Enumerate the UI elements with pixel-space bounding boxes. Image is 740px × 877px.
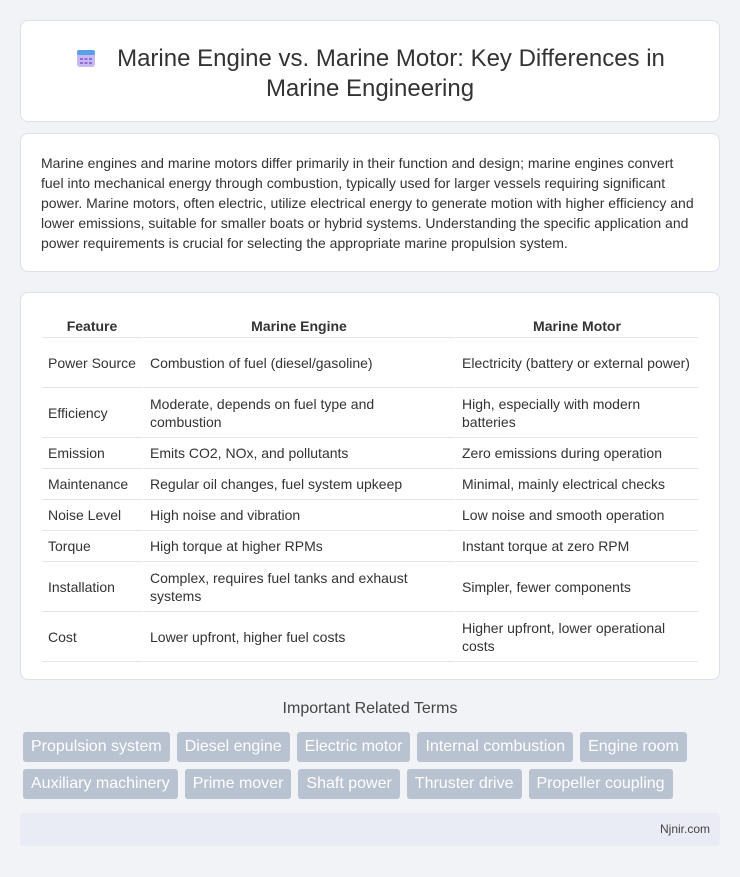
- table-row: [42, 469, 698, 500]
- related-terms-list: [23, 732, 723, 799]
- summary-text: Marine engines and marine motors differ primarily in their function and design; marine engines convert fuel into mechanical energy through combustion, typically used for larger vessels requiring significant power. Marine motors, often electric, utilize electrical energy to generate motion with higher efficiency and lower emissions, suitable for smaller boats or hybrid systems. Understanding the specific application and power requirements is crucial for selecting the appropriate marine propulsion system.: [41, 155, 694, 251]
- page-title: [61, 44, 679, 104]
- engine-cell: Moderate, depends on fuel type and combustion: [142, 388, 454, 438]
- feature-cell: Emission: [42, 438, 142, 469]
- engine-cell: Emits CO2, NOx, and pollutants: [142, 438, 454, 469]
- table-row: [42, 388, 698, 438]
- related-term-tag[interactable]: Thruster drive: [407, 769, 522, 799]
- calendar-icon: [75, 47, 97, 69]
- comparison-table: [42, 314, 698, 662]
- related-terms-title: Important Related Terms: [282, 700, 458, 717]
- header-feature: Feature: [42, 314, 142, 338]
- comparison-table-card: [20, 292, 720, 680]
- related-term-tag[interactable]: Shaft power: [298, 769, 399, 799]
- engine-cell: High torque at higher RPMs: [142, 531, 454, 562]
- feature-cell: Torque: [42, 531, 142, 562]
- related-term-tag[interactable]: Prime mover: [185, 769, 292, 799]
- engine-cell: Regular oil changes, fuel system upkeep: [142, 469, 454, 500]
- table-row: [42, 338, 698, 388]
- motor-cell: Zero emissions during operation: [454, 438, 698, 469]
- feature-cell: Power Source: [42, 338, 142, 388]
- motor-cell: Instant torque at zero RPM: [454, 531, 698, 562]
- engine-cell: Lower upfront, higher fuel costs: [142, 612, 454, 662]
- header-marine-engine: Marine Engine: [142, 314, 454, 338]
- motor-cell: Higher upfront, lower operational costs: [454, 612, 698, 662]
- related-term-tag[interactable]: Propulsion system: [23, 732, 170, 762]
- motor-cell: Electricity (battery or external power): [454, 338, 698, 388]
- table-row: [42, 562, 698, 612]
- feature-cell: Noise Level: [42, 500, 142, 531]
- footer-site-link[interactable]: Njnir.com: [659, 822, 710, 836]
- related-term-tag[interactable]: Engine room: [580, 732, 687, 762]
- table-row: [42, 500, 698, 531]
- summary-card: [20, 133, 720, 272]
- page-title-text: Marine Engine vs. Marine Motor: Key Differences in Marine Engineering: [117, 45, 665, 102]
- feature-cell: Maintenance: [42, 469, 142, 500]
- related-term-tag[interactable]: Internal combustion: [417, 732, 573, 762]
- motor-cell: Low noise and smooth operation: [454, 500, 698, 531]
- related-term-tag[interactable]: Auxiliary machinery: [23, 769, 178, 799]
- engine-cell: High noise and vibration: [142, 500, 454, 531]
- table-row: [42, 531, 698, 562]
- table-row: [42, 438, 698, 469]
- footer: [20, 813, 720, 846]
- table-row: [42, 612, 698, 662]
- motor-cell: Simpler, fewer components: [454, 562, 698, 612]
- table-header-row: [42, 314, 698, 338]
- header-marine-motor: Marine Motor: [454, 314, 698, 338]
- motor-cell: High, especially with modern batteries: [454, 388, 698, 438]
- engine-cell: Complex, requires fuel tanks and exhaust systems: [142, 562, 454, 612]
- related-term-tag[interactable]: Electric motor: [297, 732, 411, 762]
- motor-cell: Minimal, mainly electrical checks: [454, 469, 698, 500]
- feature-cell: Cost: [42, 612, 142, 662]
- title-card: [20, 20, 720, 122]
- engine-cell: Combustion of fuel (diesel/gasoline): [142, 338, 454, 388]
- related-term-tag[interactable]: Diesel engine: [177, 732, 290, 762]
- feature-cell: Efficiency: [42, 388, 142, 438]
- related-term-tag[interactable]: Propeller coupling: [529, 769, 673, 799]
- feature-cell: Installation: [42, 562, 142, 612]
